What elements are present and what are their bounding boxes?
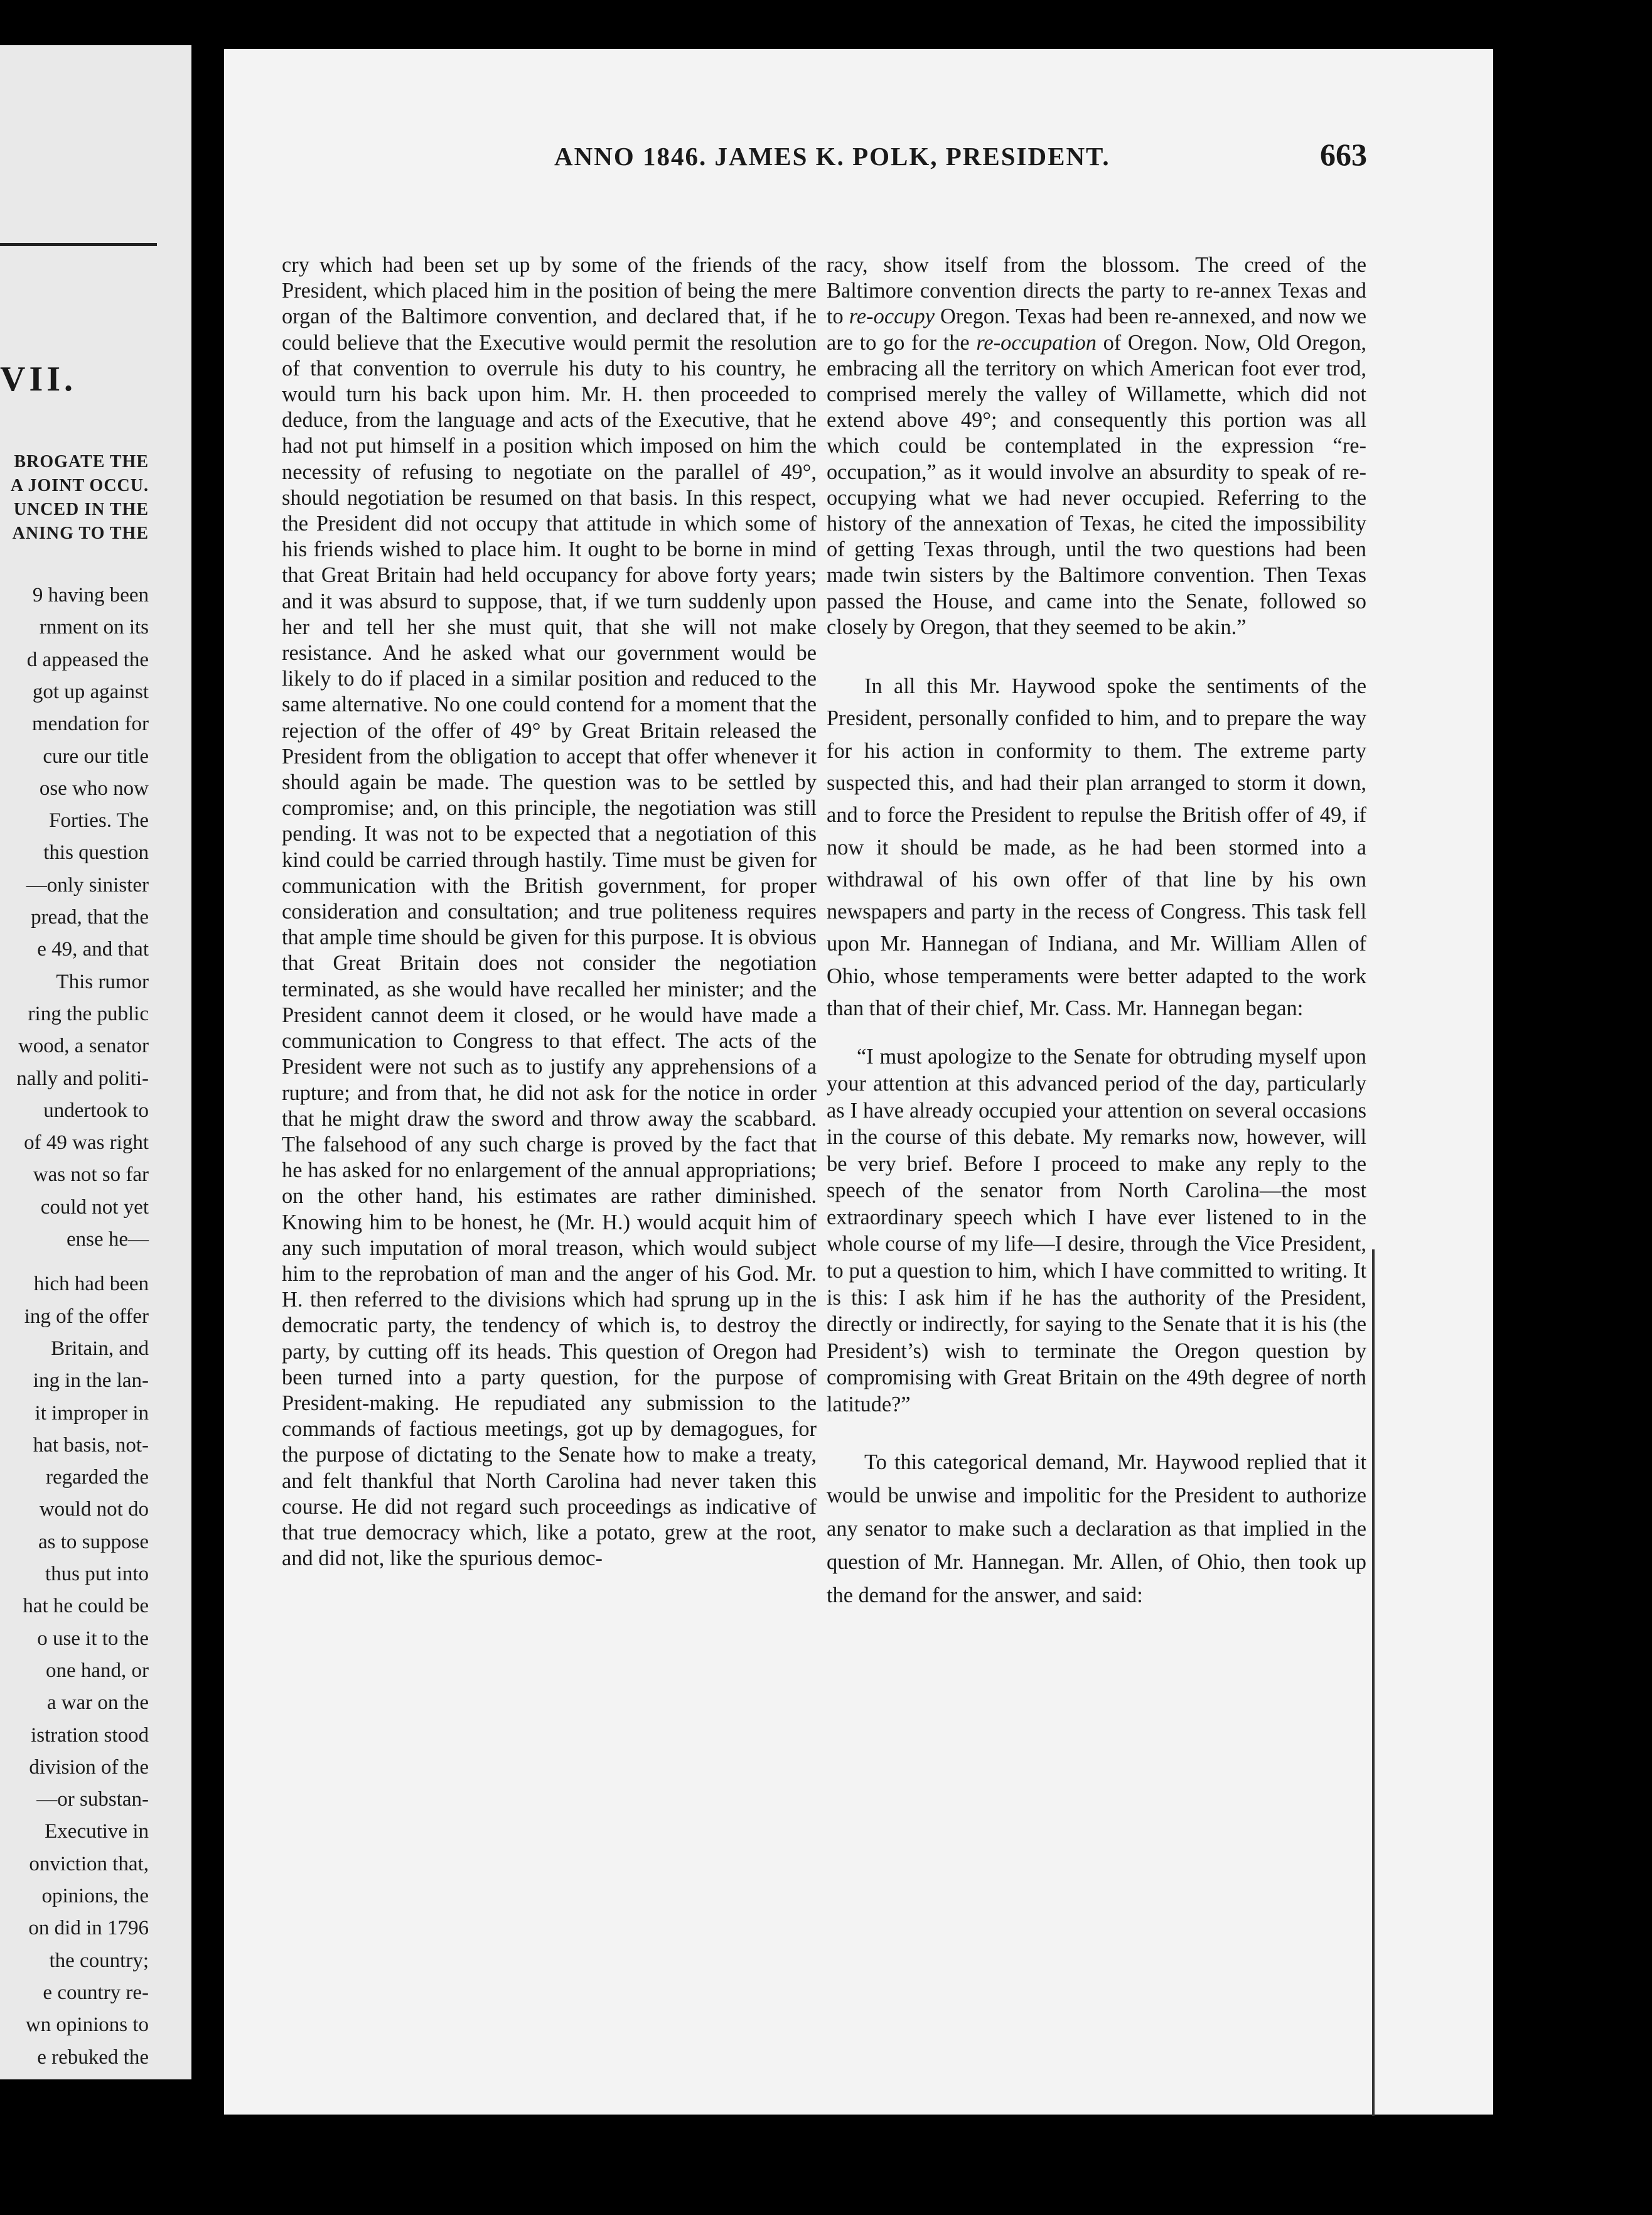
page-number: 663 <box>1320 137 1367 172</box>
line-fragment: 9 having been <box>32 584 149 606</box>
text-column-right <box>827 252 1366 1612</box>
paragraph-reply: To this categorical demand, Mr. Haywood replied that it would be unwise and impolitic for the President to authorize any senator to make such a declaration as that implied in the question of Mr. Hannegan. Mr. Allen, of Ohio, then took up the demand for the answer, and said: <box>827 1450 1366 1607</box>
facing-page-fragment <box>0 45 191 2079</box>
line-fragment: one hand, or <box>45 1659 149 1682</box>
line-fragment: the country; <box>49 1949 149 1972</box>
paragraph-quote-end: racy, show itself from the blossom. The creed of the Baltimore convention directs the party to re-annex Texas and to re-occupy Oregon. Texas had been re-annexed, and now we are to go for the re-occupation of Oregon. Now, Old Oregon, embracing all the territory on which American foot ever trod, comprised merely the valley of Willamette, which did not extend above 49°; and consequently this portion was all which could be contemplated in the expression “re-occupation,” as it would involve an absurdity to speak of re-occupying what we had never occupied. Referring to the history of the annexation of Texas, he cited the impossibility of getting Texas through, until the two questions had been made twin sisters by the Baltimore convention. Then Texas passed the House, and came into the Senate, followed so closely by Oregon, that they seemed to be akin.” <box>827 253 1366 639</box>
line-fragment: d appeased the <box>26 648 149 671</box>
line-fragment: rnment on its <box>39 616 149 639</box>
line-fragment: ing in the lan- <box>33 1369 149 1393</box>
line-fragment: would not do <box>39 1498 149 1521</box>
paragraph: cry which had been set up by some of the friends of the President, which placed him in the position of being the mere organ of the Baltimore convention, and declared that, if he could believe that the Executive would permit the resolution of that convention to overrule his duty to his country, he would turn his back upon him. Mr. H. then proceeded to deduce, from the language and acts of the Executive, that he had not put himself in a position which imposed on him the necessity of refusing to negotiate on the parallel of 49°, should negotiation be resumed on that basis. In this respect, the President did not occupy that attitude in which some of his friends wished to place him. It ought to be borne in mind that Great Britain had held occupancy for above forty years; and it was absurd to suppose, that, if we turn suddenly upon her and tell her she must quit, that she will not make resistance. And he asked what our government would be likely to do if placed in a similar position and reduced to the same alternative. No one could contend for a moment that the rejection of the offer of 49° by Great Britain released the President from the obligation to accept that offer whenever it should again be made. The question was to be settled by compromise; and, on this principle, the negotiation was still pending. It was not to be expected that a negotiation of this kind could be carried through hastily. Time must be given for communication with the British government, for proper consideration and consultation; and true politeness requires that ample time should be given for this purpose. It is obvious that Great Britain does not consider the negotiation terminated, as she would have recalled her minister; and the President cannot deem it closed, or he would have made a communication to Congress to that effect. The acts of the President were not such as to justify any apprehensions of a rupture; and from that, he did not ask for the notice in order that he might draw the sword and throw away the scabbard. The falsehood of any such charge is proved by the fact that he has asked for no enlargement of the annual appropriations; on the other hand, his estimates are rather diminished. Knowing him to be honest, he (Mr. H.) would acquit him of any such imputation of moral treason, which would subject him to the reprobation of man and the anger of his God. Mr. H. then referred to the divisions which had sprung up in the democratic party, the tendency of which is, to destroy the party, by cutting off its heads. This question of Oregon had been turned into a party question, for the purpose of President-making. He repudiated any submission to the commands of factious meetings, got up by demagogues, for the purpose of dictating to the Senate how to make a treaty, and felt thankful that North Carolina had never taken this course. He did not regard such proceedings as indicative of that true democracy which, like a potato, grew at the root, and did not, like the spurious democ- <box>282 253 817 1571</box>
margin-rule <box>1372 1249 1375 2116</box>
subtitle-fragment: UNCED IN THE <box>13 500 149 519</box>
line-fragment: onviction that, <box>29 1852 149 1875</box>
subtitle-fragment: ANING TO THE <box>12 524 149 543</box>
line-fragment: on did in 1796 <box>28 1917 149 1940</box>
running-header <box>335 135 1367 179</box>
line-fragment: e country re- <box>43 1981 149 2004</box>
line-fragment: ring the public <box>28 1002 149 1025</box>
line-fragment: Executive in <box>45 1820 149 1843</box>
line-fragment: thus put into <box>45 1563 149 1585</box>
line-fragment: this question <box>43 841 149 865</box>
line-fragment: mendation for <box>31 713 149 736</box>
line-fragment: could not yet <box>40 1195 149 1219</box>
subtitle-fragment: A JOINT OCCU. <box>10 476 149 495</box>
line-fragment: Forties. The <box>49 809 149 833</box>
line-fragment: regarded the <box>46 1466 149 1489</box>
line-fragment: a war on the <box>46 1691 149 1715</box>
line-fragment: nally and politi- <box>16 1067 149 1090</box>
chapter-number-fragment: VII. <box>0 360 77 399</box>
subtitle-fragment: BROGATE THE <box>14 452 149 472</box>
running-title: ANNO 1846. JAMES K. POLK, PRESIDENT. <box>554 142 1110 171</box>
line-fragment: it improper in <box>35 1401 149 1425</box>
line-fragment: pread, that the <box>31 906 149 929</box>
line-fragment: This rumor <box>56 970 149 993</box>
line-fragment: o use it to the <box>37 1627 149 1650</box>
line-fragment: ing of the offer <box>24 1305 149 1328</box>
line-fragment: istration stood <box>31 1723 149 1747</box>
line-fragment: wood, a senator <box>18 1035 149 1058</box>
line-fragment: Britain, and <box>51 1337 149 1360</box>
line-fragment: ense he— <box>66 1228 149 1251</box>
line-fragment: hat basis, not- <box>33 1433 149 1457</box>
line-fragment: of 49 was right <box>24 1131 149 1155</box>
line-fragment: undertook to <box>43 1099 149 1122</box>
line-fragment: hat he could be <box>23 1595 149 1618</box>
line-fragment: e 49, and that <box>37 938 149 961</box>
line-fragment: was not so far <box>33 1163 149 1187</box>
header-rule <box>0 243 157 246</box>
paragraph-hannegan-quote: “I must apologize to the Senate for obtruding myself upon your attention at this advanced period of the day, particularly as I have already occupied your attention on several occasions in the course of this debate. My remarks now, however, will be very brief. Before I proceed to make any reply to the speech of the senator from North Carolina—the most extraordinary speech which I have ever listened to in the whole course of my life—I desire, through the Vice President, to put a question to him, which I have committed to writing. It is this: I ask him if he has the authority of the President, directly or indirectly, for saying to the Senate that it is his (the President’s) wish to terminate the Oregon question by compromising with Great Britain on the 49th degree of north latitude?” <box>827 1045 1366 1417</box>
line-fragment: opinions, the <box>41 1885 149 1907</box>
line-fragment: got up against <box>32 680 149 703</box>
line-fragment: division of the <box>29 1755 149 1779</box>
line-fragment: —or substan- <box>36 1788 149 1811</box>
line-fragment: e rebuked the <box>37 2045 149 2069</box>
text-column-left <box>282 252 817 1571</box>
paragraph-haywood: In all this Mr. Haywood spoke the sentiments of the President, personally confided to him, and to prepare the way for his action in conformity to them. The extreme party suspected this, and had their plan arranged to storm it down, and to force the President to repulse the British offer of 49, if now it should be made, as he had been stormed into a withdrawal of his own offer of that line by his own newspapers and party in the recess of Congress. This task fell upon Mr. Hannegan of Indiana, and Mr. William Allen of Ohio, whose temperaments were better adapted to the work than that of their chief, Mr. Cass. Mr. Hannegan began: <box>827 674 1366 1021</box>
line-fragment: ose who now <box>39 777 149 800</box>
line-fragment: as to suppose <box>38 1530 149 1553</box>
line-fragment: hich had been <box>33 1273 149 1296</box>
line-fragment: cure our title <box>43 745 149 768</box>
line-fragment: —only sinister <box>26 873 149 897</box>
line-fragment: wn opinions to <box>25 2013 149 2037</box>
